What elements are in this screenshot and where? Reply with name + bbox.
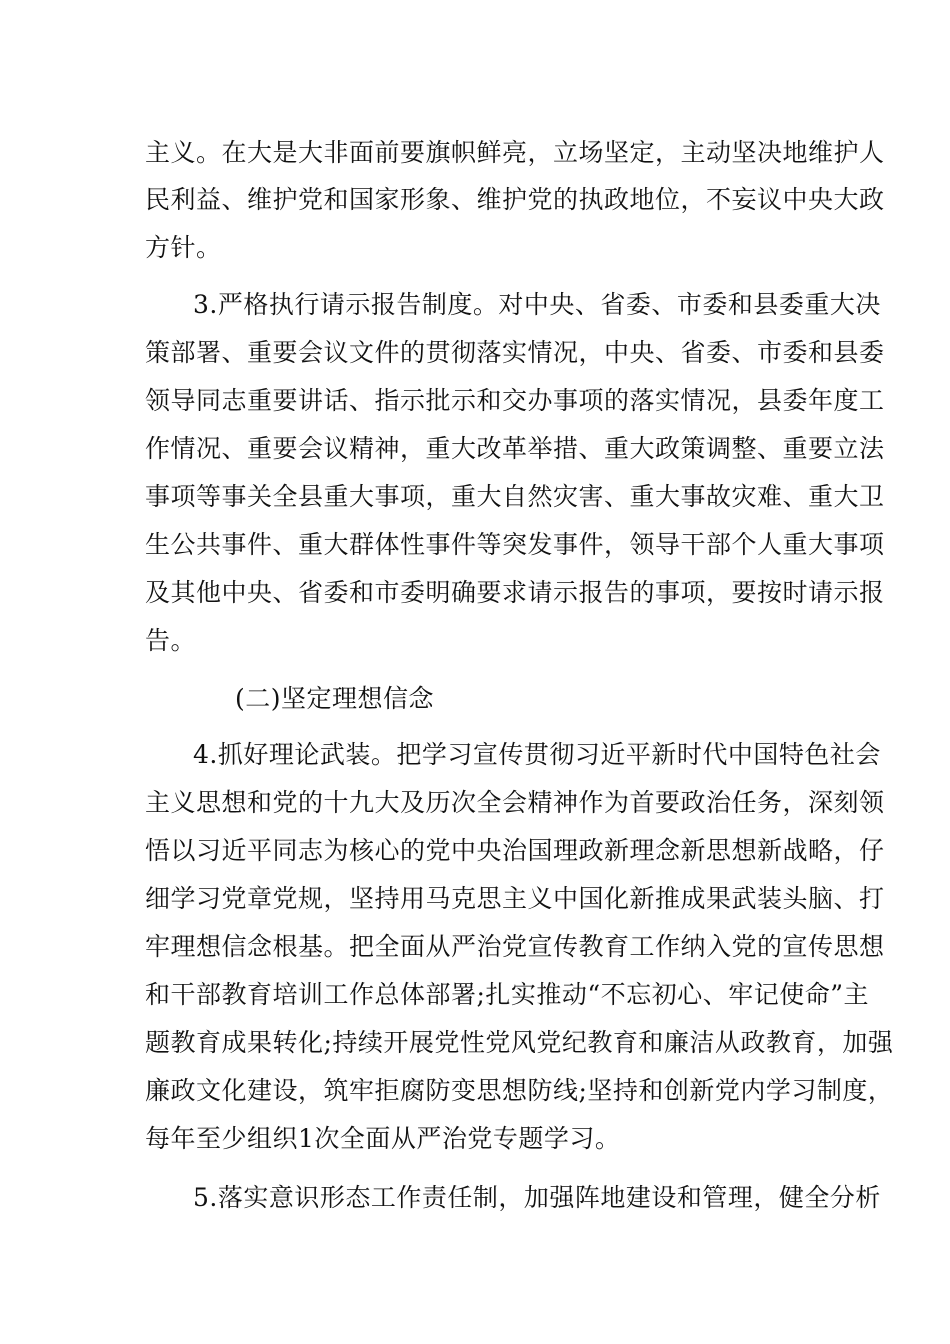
text-line: 方针。 xyxy=(145,233,222,262)
text-line: 题教育成果转化;持续开展党性党风党纪教育和廉洁从政教育，加强 xyxy=(145,1028,894,1057)
text-line: 及其他中央、省委和市委明确要求请示报告的事项，要按时请示报 xyxy=(145,578,885,607)
text-line: 主义思想和党的十九大及历次全会精神作为首要政治任务，深刻领 xyxy=(145,788,885,817)
text-line: 5.落实意识形态工作责任制，加强阵地建设和管理，健全分析 xyxy=(193,1183,881,1212)
text-line: 4.抓好理论武装。把学习宣传贯彻习近平新时代中国特色社会 xyxy=(193,740,881,769)
text-line: 领导同志重要讲话、指示批示和交办事项的落实情况，县委年度工 xyxy=(145,386,885,415)
text-line: 主义。在大是大非面前要旗帜鲜亮，立场坚定，主动坚决地维护人 xyxy=(145,138,885,167)
text-line: 告。 xyxy=(145,626,197,655)
text-line: 和干部教育培训工作总体部署;扎实推动“不忘初心、牢记使命”主 xyxy=(145,980,869,1009)
text-line: 事项等事关全县重大事项，重大自然灾害、重大事故灾难、重大卫 xyxy=(145,482,885,511)
text-line: 3.严格执行请示报告制度。对中央、省委、市委和县委重大决 xyxy=(193,290,881,319)
text-line: 作情况、重要会议精神，重大改革举措、重大政策调整、重要立法 xyxy=(145,434,885,463)
text-line: 细学习党章党规，坚持用马克思主义中国化新推成果武装头脑、打 xyxy=(145,884,885,913)
text-line: 策部署、重要会议文件的贯彻落实情况，中央、省委、市委和县委 xyxy=(145,338,885,367)
text-line: 民利益、维护党和国家形象、维护党的执政地位，不妄议中央大政 xyxy=(145,185,885,214)
text-line: 每年至少组织1次全面从严治党专题学习。 xyxy=(145,1124,621,1153)
text-line: 廉政文化建设，筑牢拒腐防变思想防线;坚持和创新党内学习制度， xyxy=(145,1076,894,1105)
text-line: 牢理想信念根基。把全面从严治党宣传教育工作纳入党的宣传思想 xyxy=(145,932,885,961)
text-line: 悟以习近平同志为核心的党中央治国理政新理念新思想新战略，仔 xyxy=(145,836,885,865)
text-line: 生公共事件、重大群体性事件等突发事件，领导干部个人重大事项 xyxy=(145,530,885,559)
section-heading: (二)坚定理想信念 xyxy=(235,684,435,713)
